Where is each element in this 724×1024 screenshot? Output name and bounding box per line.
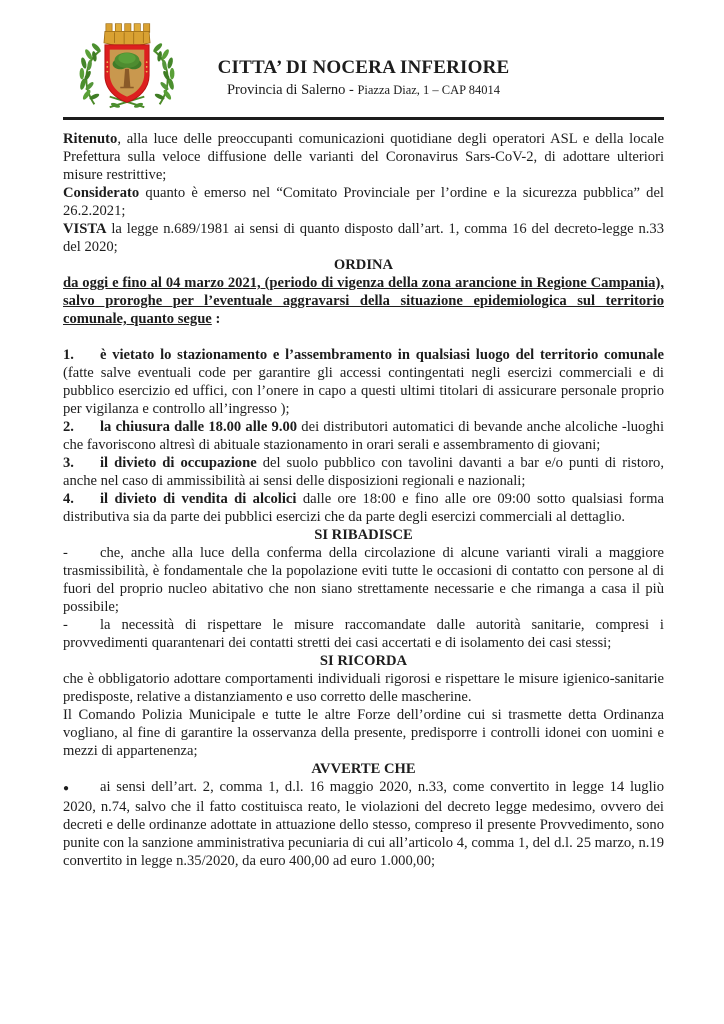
text-run: SI RIBADISCE — [314, 527, 413, 543]
paragraph-4 — [63, 274, 664, 328]
paragraph-15 — [63, 706, 664, 760]
text-run: Il Comando Polizia Municipale e tutte le altre Forze dell’ordine cui si trasmette detta Ordinanza vogliano, al fine di garantire la osservanza della presente, predisporre i controlli idonei con uomini e mezzi di appartenenza; — [63, 707, 664, 759]
text-run: dei distributori automatici di bevande anche alcoliche -luoghi che favoriscono altresì di abituale stazionamento in orari serali e assembramento di giovani; — [63, 419, 664, 453]
text-run: ai sensi dell’art. 2, comma 1, d.l. 16 maggio 2020, n.33, come convertito in legge 14 luglio 2020, n.74, salvo che il fatto costituisca reato, le violazioni del decreto legge medesimo, ovvero dei decreti e delle ordinanze adottate in attuazione dello stesso, compreso il presente Provvedimento, sono punite con la sanzione amministrativa pecuniaria di cui all’articolo 4, comma 1, del d.l. 25 marzo, n.19 convertito in legge n.35/2020, da euro 400,00 ad euro 1.000,00; — [63, 779, 664, 869]
text-run: dalle ore 18:00 e fino alle ore 09:00 sotto qualsiasi forma distributiva sia da parte dei pubblici esercizi che da parte degli esercizi commerciali al dettaglio. — [63, 491, 664, 525]
text-run: ORDINA — [333, 257, 394, 273]
text-run: il divieto di vendita di alcolici — [100, 491, 297, 507]
paragraph-9 — [63, 490, 664, 526]
city-subtitle — [63, 81, 664, 99]
list-marker: - — [63, 617, 68, 633]
province-label: Provincia di Salerno - — [226, 82, 358, 98]
text-run: , alla luce delle preoccupanti comunicazioni quotidiane degli operatori ASL e della locale Prefettura sulla veloce diffusione delle varianti del Coronavirus Sars-CoV-2, di adottare ulteriori misure restrittive; — [63, 131, 664, 183]
list-marker: 2. — [63, 419, 74, 435]
paragraph-12 — [63, 616, 664, 652]
paragraph-13 — [63, 652, 664, 670]
paragraph-16 — [63, 760, 664, 778]
text-run: la legge n.689/1981 ai sensi di quanto disposto dall’art. 1, comma 16 del decreto-legge n.33 del 2020; — [63, 221, 664, 255]
address-label: Piazza Diaz, 1 – CAP 84014 — [357, 83, 501, 97]
paragraph-8 — [63, 454, 664, 490]
text-run: che, anche alla luce della conferma della circolazione di alcune varianti virali a maggiore trasmissibilità, è fondamentale che la popolazione eviti tutte le occasioni di contatto con persone al di fuori del proprio nucleo abitativo che non siano strettamente necessarie e che rimanga a casa il più possibile; — [63, 545, 664, 615]
paragraph-6 — [63, 346, 664, 418]
text-run: Ritenuto — [63, 131, 118, 147]
paragraph-spacer — [63, 328, 664, 346]
text-run: SI RICORDA — [319, 653, 408, 669]
text-run: il divieto di occupazione — [100, 455, 257, 471]
list-marker: 1. — [63, 347, 74, 363]
list-marker: 4. — [63, 491, 74, 507]
text-run: la chiusura dalle 18.00 alle 9.00 — [100, 419, 298, 435]
paragraph-11 — [63, 544, 664, 616]
paragraph-3 — [63, 256, 664, 274]
list-marker: - — [63, 545, 68, 561]
paragraph-14 — [63, 670, 664, 706]
list-marker: 3. — [63, 455, 74, 471]
text-run: VISTA — [63, 221, 107, 237]
document-body — [63, 130, 664, 870]
text-run: AVVERTE CHE — [311, 761, 416, 777]
mural-crown-icon — [104, 24, 150, 46]
text-run: Considerato — [63, 185, 140, 201]
text-run: : — [211, 311, 221, 327]
paragraph-7 — [63, 418, 664, 454]
paragraph-0 — [63, 130, 664, 184]
text-run: è vietato lo stazionamento e l’assembramento in qualsiasi luogo del territorio comunale — [100, 347, 664, 363]
text-run: del suolo pubblico con tavolini davanti a bar e/o punti di ristoro, anche nel caso di ammissibilità ai sensi delle disposizioni regionali e nazionali; — [63, 455, 664, 489]
paragraph-1 — [63, 184, 664, 220]
paragraph-17 — [63, 778, 664, 870]
list-marker: ● — [63, 783, 70, 794]
text-run: quanto è emerso nel “Comitato Provinciale per l’ordine e la sicurezza pubblica” del 26.2.2021; — [63, 185, 664, 219]
letterhead — [63, 56, 664, 99]
text-run: che è obbligatorio adottare comportamenti individuali rigorosi e rispettare le misure igienico-sanitarie predisposte, relative a distanziamento e uso corretto delle mascherine. — [63, 671, 664, 705]
header-divider — [63, 117, 664, 120]
text-run: (fatte salve eventuali code per garantire gli accessi contingentati negli esercizi commerciali e di pubblico esercizio ed uffici, con l’onere in capo a questi ultimi titolari di assicurare personale proprio per vigilanza e controllo all’ingresso ); — [63, 365, 664, 417]
paragraph-2 — [63, 220, 664, 256]
text-run: da oggi e fino al 04 marzo 2021, (periodo di vigenza della zona arancione in Regione Campania), salvo proroghe per l’eventuale aggravarsi della situazione epidemiologica sul territorio comunale, quanto segue — [63, 275, 664, 327]
paragraph-10 — [63, 526, 664, 544]
text-run: la necessità di rispettare le misure raccomandate dalle autorità sanitarie, compresi i provvedimenti quarantenari dei contatti stretti dei casi accertati e di isolamento dei casi stessi; — [63, 617, 664, 651]
city-title: CITTA’ DI NOCERA INFERIORE — [217, 57, 510, 78]
